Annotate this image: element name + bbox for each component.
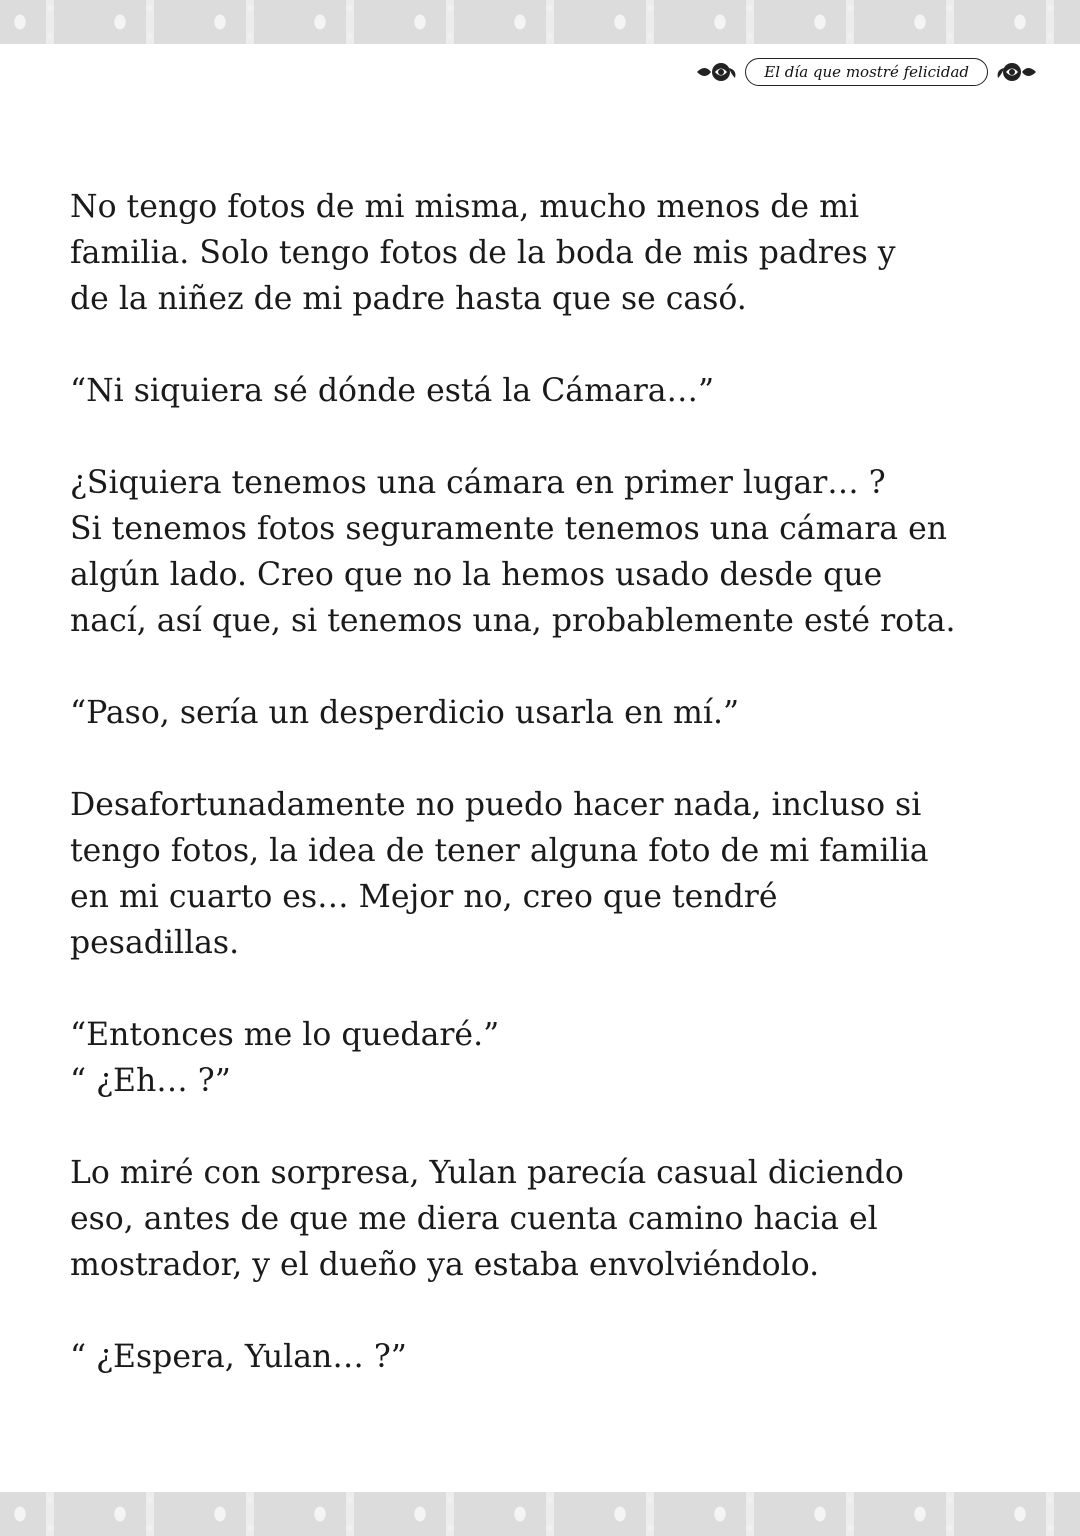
chapter-header bbox=[695, 50, 1038, 94]
story-text bbox=[70, 184, 1030, 1426]
paragraph-3: ¿Siquiera tenemos una cámara en primer lugar… ? Si tenemos fotos seguramente tenemos una cámara en algún lado. Creo que no la hemos usado desde que nací, así que, si tenemos una, probablemente esté rota. bbox=[70, 465, 956, 639]
paragraph-2: “Ni siquiera sé dónde está la Cámara…” bbox=[70, 373, 715, 409]
paragraph-7: Lo miré con sorpresa, Yulan parecía casual diciendo eso, antes de que me diera cuenta camino hacia el mostrador, y el dueño ya estaba envolviéndolo. bbox=[70, 1155, 904, 1283]
paragraph-1: No tengo fotos de mi misma, mucho menos de mi familia. Solo tengo fotos de la boda de mis padres y de la niñez de mi padre hasta que se casó. bbox=[70, 189, 896, 317]
rose-icon bbox=[994, 58, 1038, 86]
paragraph-4: “Paso, sería un desperdicio usarla en mí.” bbox=[70, 695, 740, 731]
damask-border-bottom bbox=[0, 1492, 1080, 1536]
chapter-title: El día que mostré felicidad bbox=[745, 58, 988, 86]
paragraph-8: “ ¿Espera, Yulan… ?” bbox=[70, 1339, 407, 1375]
paragraph-6: “Entonces me lo quedaré.” “ ¿Eh… ?” bbox=[70, 1017, 500, 1099]
rose-icon bbox=[695, 58, 739, 86]
paragraph-5: Desafortunadamente no puedo hacer nada, incluso si tengo fotos, la idea de tener alguna foto de mi familia en mi cuarto es… Mejor no, creo que tendré pesadillas. bbox=[70, 787, 929, 961]
damask-border-top bbox=[0, 0, 1080, 44]
